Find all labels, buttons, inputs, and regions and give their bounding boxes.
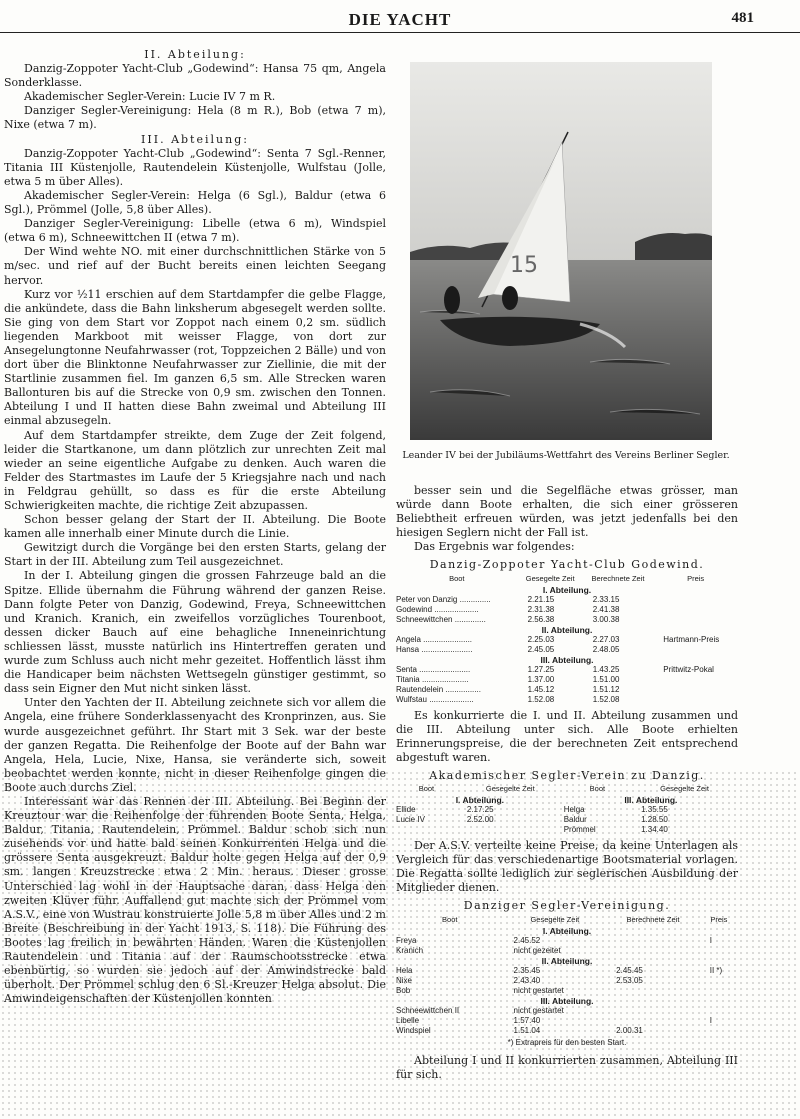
time-value: 2.45.05 (527, 644, 555, 654)
boat-name: Baldur (563, 815, 587, 825)
sailboat-illustration (410, 62, 712, 440)
table-row (396, 665, 738, 675)
section-row (396, 795, 738, 805)
column-header: Preis (687, 573, 705, 583)
time-value (606, 1016, 700, 1026)
sailboat-photo (410, 62, 712, 440)
time-value: 2.48.05 (592, 644, 620, 654)
time-value: nicht gezeitet (513, 945, 561, 955)
time-value: 1.27.25 (527, 664, 555, 674)
boat-name: Lucie IV (396, 815, 425, 825)
time-value: 2.17.25 (466, 805, 494, 815)
time-value: Hartmann-Preis (663, 634, 720, 644)
boat-name: Kranich (396, 945, 424, 955)
page-title: DIE YACHT (348, 10, 452, 29)
time-value (653, 675, 738, 685)
time-value (653, 615, 738, 625)
table2-title: Akademischer Segler-Verein zu Danzig. (429, 768, 705, 782)
time-value: 1.34.40 (641, 825, 668, 835)
time-value: 1.43.25 (592, 664, 620, 674)
time-value: 2.21.15 (527, 594, 555, 604)
section-row (396, 956, 738, 966)
time-value: 1.45.12 (527, 684, 555, 694)
time-value: 2.53.05 (616, 975, 643, 985)
boat-name: Prömmel (563, 825, 596, 835)
time-value: 1.35.55 (641, 805, 668, 815)
table-header-row (396, 783, 738, 795)
time-value: 1.52.08 (592, 694, 620, 704)
time-value: I (709, 1015, 712, 1025)
column-header: Boot (442, 914, 458, 924)
boat-name: Schneewittchen .............. (396, 614, 486, 624)
boat-name: Titania ..................... (396, 674, 469, 684)
right-intro-paragraph: Das Ergebnis war folgendes: (414, 540, 575, 554)
time-value: 2.27.03 (592, 634, 620, 644)
time-value: Prittwitz-Pokal (663, 664, 714, 674)
boat-name (396, 825, 457, 835)
photo-caption: Leander IV bei der Jubiläums-Wettfahrt des Vereins Berliner Segler. (402, 450, 730, 461)
left-paragraph: Interessant war das Rennen der III. Abteilung. Bei Beginn der Kreuztour war die Reihenfolge der führenden Boote Senta, Helga, Baldur, Titania, Rautendelein, Prömmel. Baldur schob sich nun zusehends vor und hatte bald seinen Konkurrenten Helga und die grössere Senta ausgekreuzt. Baldur holte gegen Helga auf der 0,9 sm. langen Kreuzstrecke etwa 2 Min. heraus. Dieser grosse Unterschied lag wohl in der Hauptsache daran, dass Helga den zweiten Klüver führ. Auffallend gut machte sich der Prömmel vom A.S.V., eine von Wustrau konstruierte Jolle 5,8 m über Alles und 2 m Breite (Beschreibung in der Yacht 1913, S. 118). Die Führung des Bootes lag freilich in bewährten Händen. Waren die Küstenjollen Rautendelein und Titania auf der Raumschootsstrecke etwa ebenbürtig, so wurden sie jedoch auf der Amwindstrecke bald überholt. Der Prömmel schlug den 6 Sl.-Kreuzer Helga absolut. Die Amwindeigenschaften der Küstenjollen konnten (4, 794, 386, 1006)
time-value: 2.35.45 (513, 965, 541, 975)
left-paragraph: Der Wind wehte NO. mit einer durchschnittlichen Stärke von 5 m/sec. und rief auf der Bucht bereits einen leichten Seegang hervor. (4, 245, 386, 287)
section-heading: II. Abteilung. (541, 624, 593, 635)
left-paragraph: Schon besser gelang der Start der II. Abteilung. Die Boote kamen alle innerhalb einer Minute durch die Linie. (4, 513, 386, 541)
left-paragraph: Gewitzigt durch die Vorgänge bei den ersten Starts, gelang der Start in der III. Abteilung zum Teil ausgezeichnet. (4, 541, 386, 569)
time-value (457, 825, 564, 835)
table-row (396, 685, 738, 695)
time-value: 2.00.31 (616, 1025, 643, 1035)
time-value: nicht gestartet (513, 1005, 564, 1015)
time-value: 2.45.45 (616, 965, 643, 975)
column-header: Gesegelte Zeit (485, 784, 535, 794)
time-value: nicht gestartet (513, 985, 564, 995)
time-value (653, 685, 738, 695)
section-heading: I. Abteilung. (455, 795, 505, 806)
results-table-asv (396, 783, 738, 835)
table-row (396, 615, 738, 625)
time-value: 2.25.03 (527, 634, 555, 644)
left-paragraph: In der I. Abteilung gingen die grossen Fahrzeuge bald an die Spitze. Ellide übernahm die Führung während der ganzen Reise. Dann folgte Peter von Danzig, Godewind, Freya, Schneewittchen und Kranich. Kranich, ein zweifellos vorzügliches Tourenboot, dessen dicker Bauch auf eine behagliche Inneneinrichtung schliessen lässt, musste natürlich ins Hintertreffen geraten und wurde zum Schluss auch nicht mehr gezeitet. Hoffentlich lässt ihm die Handicaper beim nächsten Wettsegeln günstiger gestimmt, so dass sein Eigner den Mut nicht sinken lässt. (4, 569, 386, 696)
time-value (653, 595, 738, 605)
right-column (396, 484, 738, 1082)
boat-name: Bob (396, 985, 411, 995)
column-header: Boot (418, 784, 435, 794)
time-value (700, 946, 738, 956)
table-row (396, 635, 738, 645)
time-value (606, 1006, 700, 1016)
section-row (396, 996, 738, 1006)
time-value: 3.00.38 (592, 614, 620, 624)
page-header (0, 8, 800, 33)
table3-footnote: *) Extrapreis für den besten Start. (507, 1037, 627, 1047)
table-row (396, 605, 738, 615)
page-number: 481 (731, 10, 754, 26)
boat-name: Senta ....................... (396, 664, 471, 674)
time-value: 2.33.15 (592, 594, 620, 604)
section-heading: III. Abteilung. (624, 795, 678, 806)
table-row (396, 1006, 738, 1016)
left-paragraph: Danzig-Zoppoter Yacht-Club „Godewind“: Senta 7 Sgl.-Renner, Titania III Küstenjolle, Rautendelein Küstenjolle, Wulfstau (Jolle, etwa 5 m über Alles). (4, 146, 386, 188)
table3-title: Danziger Segler-Vereinigung. (463, 899, 671, 913)
boat-name: Hela (396, 965, 413, 975)
table-row (396, 805, 738, 815)
left-column (4, 48, 386, 1006)
table-row (396, 645, 738, 655)
time-value (700, 1006, 738, 1016)
boat-name: Godewind .................... (396, 604, 479, 614)
table1-title: Danzig-Zoppoter Yacht-Club Godewind. (429, 558, 705, 572)
time-value (653, 605, 738, 615)
time-value: 2.31.38 (527, 604, 555, 614)
boat-name: Windspiel (396, 1025, 431, 1035)
table-row (396, 1026, 738, 1036)
time-value: 1.51.12 (592, 684, 620, 694)
time-value: 2.41.38 (592, 604, 620, 614)
right-intro-paragraph: besser sein und die Segelfläche etwas grösser, man würde dann Boote erhalten, die sich einer grösseren Beliebtheit erfreuen würden, was jetzt jedenfalls bei den hiesigen Seglern nicht der Fall ist. (396, 484, 738, 540)
boat-name: Nixe (396, 975, 413, 985)
section-heading: I. Abteilung. (542, 925, 592, 936)
left-paragraph: Danziger Segler-Vereinigung: Libelle (etwa 6 m), Windspiel (etwa 6 m), Schneewittchen II (etwa 7 m). (4, 217, 386, 245)
time-value: 1.28.50 (641, 815, 668, 825)
left-paragraph: Akademischer Segler-Verein: Lucie IV 7 m R. (24, 90, 276, 104)
left-paragraph: Kurz vor ½11 erschien auf dem Startdampfer die gelbe Flagge, die ankündete, dass die Bahn linksherum abgesegelt werden sollte. Sie ging von dem Start vor Zoppot nach einem 0,2 sm. südlich liegenden Markboot mit weisser Flagge, von dort zur Ansegelungtonne Neufahrwasser (rot, Toppzeichen 2 Bälle) und von dort über die Blinktonne Neufahrwasser zur Ziellinie, die mit der Startlinie zusammen fiel. Im ganzen 6,5 sm. Alle Strecken waren Ballonturen bis auf die Strecke von 0,9 sm. zwischen den Tonnen. Abteilung I und II hatten diese Bahn zweimal und Abteilung III einmal abzusegeln. (4, 287, 386, 428)
time-value (606, 936, 700, 946)
section-row (396, 926, 738, 936)
table-row (396, 695, 738, 705)
column-header: Boot (449, 573, 465, 583)
boat-name: Rautendelein ................ (396, 684, 481, 694)
time-value: 1.51.04 (513, 1025, 541, 1035)
time-value: 2.43.40 (513, 975, 541, 985)
section-row (396, 625, 738, 635)
boat-name: Wulfstau .................... (396, 694, 474, 704)
left-paragraph: Unter den Yachten der II. Abteilung zeichnete sich vor allem die Angela, eine frühere Sonderklassenyacht des Kronprinzen, aus. Sie wurde ausgezeichnet geführt. Ihr Start mit 3 Sek. war der beste der ganzen Regatta. Die Reihenfolge der Boote auf der Bahn war Angela, Hela, Lucie, Nixe, Hansa, sie veränderte sich, soweit beobachtet werden konnte, nicht in dieser Reihenfolge gingen die Boote auch durchs Ziel. (4, 696, 386, 794)
time-value: 2.45.52 (513, 935, 541, 945)
boat-name: Ellide (396, 805, 416, 815)
boat-name: Peter von Danzig .............. (396, 594, 491, 604)
table-header-row (396, 573, 738, 585)
column-header: Berechnete Zeit (591, 573, 645, 583)
right-intro (396, 484, 738, 554)
column-header: Gesegelte Zeit (530, 914, 580, 924)
column-header: Gesegelte Zeit (525, 573, 575, 583)
time-value: 1.57.40 (513, 1015, 541, 1025)
table-row (396, 936, 738, 946)
text-after-table2: Der A.S.V. verteilte keine Preise, da keine Unterlagen als Vergleich für das verschiedenartige Bootsmaterial vorlagen. Die Regatta sollte lediglich zur seglerischen Ausbildung der Mitglieder dienen. (396, 839, 738, 895)
table-row (396, 976, 738, 986)
column-header: Gesegelte Zeit (660, 784, 709, 794)
boat-name: Freya (396, 935, 417, 945)
table-row (396, 825, 738, 835)
time-value (606, 986, 700, 996)
left-paragraph: Danziger Segler-Vereinigung: Hela (8 m R.), Bob (etwa 7 m), Nixe (etwa 7 m). (4, 104, 386, 132)
left-paragraph: III. Abteilung: (141, 132, 249, 146)
section-row (396, 655, 738, 665)
boat-name: Hansa ....................... (396, 644, 473, 654)
table-row (396, 966, 738, 976)
results-table-dsv (396, 914, 738, 1036)
time-value: 1.37.00 (527, 674, 555, 684)
left-paragraph: Akademischer Segler-Verein: Helga (6 Sgl.), Baldur (etwa 6 Sgl.), Prömmel (Jolle, 5,8 über Alles). (4, 188, 386, 217)
table-row (396, 815, 738, 825)
boat-name: Helga (563, 805, 585, 815)
time-value (653, 695, 738, 705)
svg-text:15: 15 (510, 253, 538, 278)
left-paragraph: Danzig-Zoppoter Yacht-Club „Godewind“: Hansa 75 qm, Angela Sonderklasse. (4, 62, 386, 90)
table-row (396, 946, 738, 956)
column-header: Boot (589, 784, 606, 794)
section-heading: III. Abteilung. (540, 995, 594, 1006)
time-value: 2.52.00 (466, 815, 494, 825)
time-value: 1.52.08 (527, 694, 555, 704)
time-value: II *) (709, 965, 723, 975)
time-value (653, 645, 738, 655)
table-row (396, 986, 738, 996)
time-value (700, 976, 738, 986)
text-after-table1: Es konkurrierte die I. und II. Abteilung zusammen und die III. Abteilung unter sich. Alle Boote erhielten Erinnerungspreise, die der berechneten Zeit entsprechend abgestuft waren. (396, 708, 738, 764)
boat-name: Angela ...................... (396, 634, 473, 644)
time-value: 2.56.38 (527, 614, 555, 624)
column-header: Preis (710, 914, 728, 924)
table-header-row (396, 914, 738, 926)
time-value (700, 1026, 738, 1036)
section-heading: I. Abteilung. (542, 584, 592, 595)
results-table-godewind (396, 573, 738, 705)
boat-name: Libelle (396, 1015, 420, 1025)
time-value (606, 946, 700, 956)
column-header: Berechnete Zeit (626, 914, 680, 924)
left-paragraph: II. Abteilung: (144, 48, 246, 61)
section-heading: II. Abteilung. (541, 955, 593, 966)
left-paragraph: Auf dem Startdampfer streikte, dem Zuge der Zeit folgend, leider die Startkanone, um dann plötzlich zur unrechten Zeit mal wieder an seine eigentliche Aufgabe zu denken. Auch waren die Felder des Startmastes im Laufe der 5 Kriegsjahre nach und nach in Feldgrau gehüllt, so dass es für die erste Abteilung Schwierigkeiten machte, die richtige Zeit abzupassen. (4, 428, 386, 512)
table-row (396, 595, 738, 605)
section-heading: III. Abteilung. (540, 654, 594, 665)
time-value: 1.51.00 (592, 674, 620, 684)
boat-name: Schneewittchen II (396, 1005, 460, 1015)
section-row (396, 585, 738, 595)
table-row (396, 675, 738, 685)
table-row (396, 1016, 738, 1026)
time-value: I (709, 935, 712, 945)
final-paragraph: Abteilung I und II konkurrierten zusammen, Abteilung III für sich. (396, 1053, 738, 1081)
time-value (700, 986, 738, 996)
